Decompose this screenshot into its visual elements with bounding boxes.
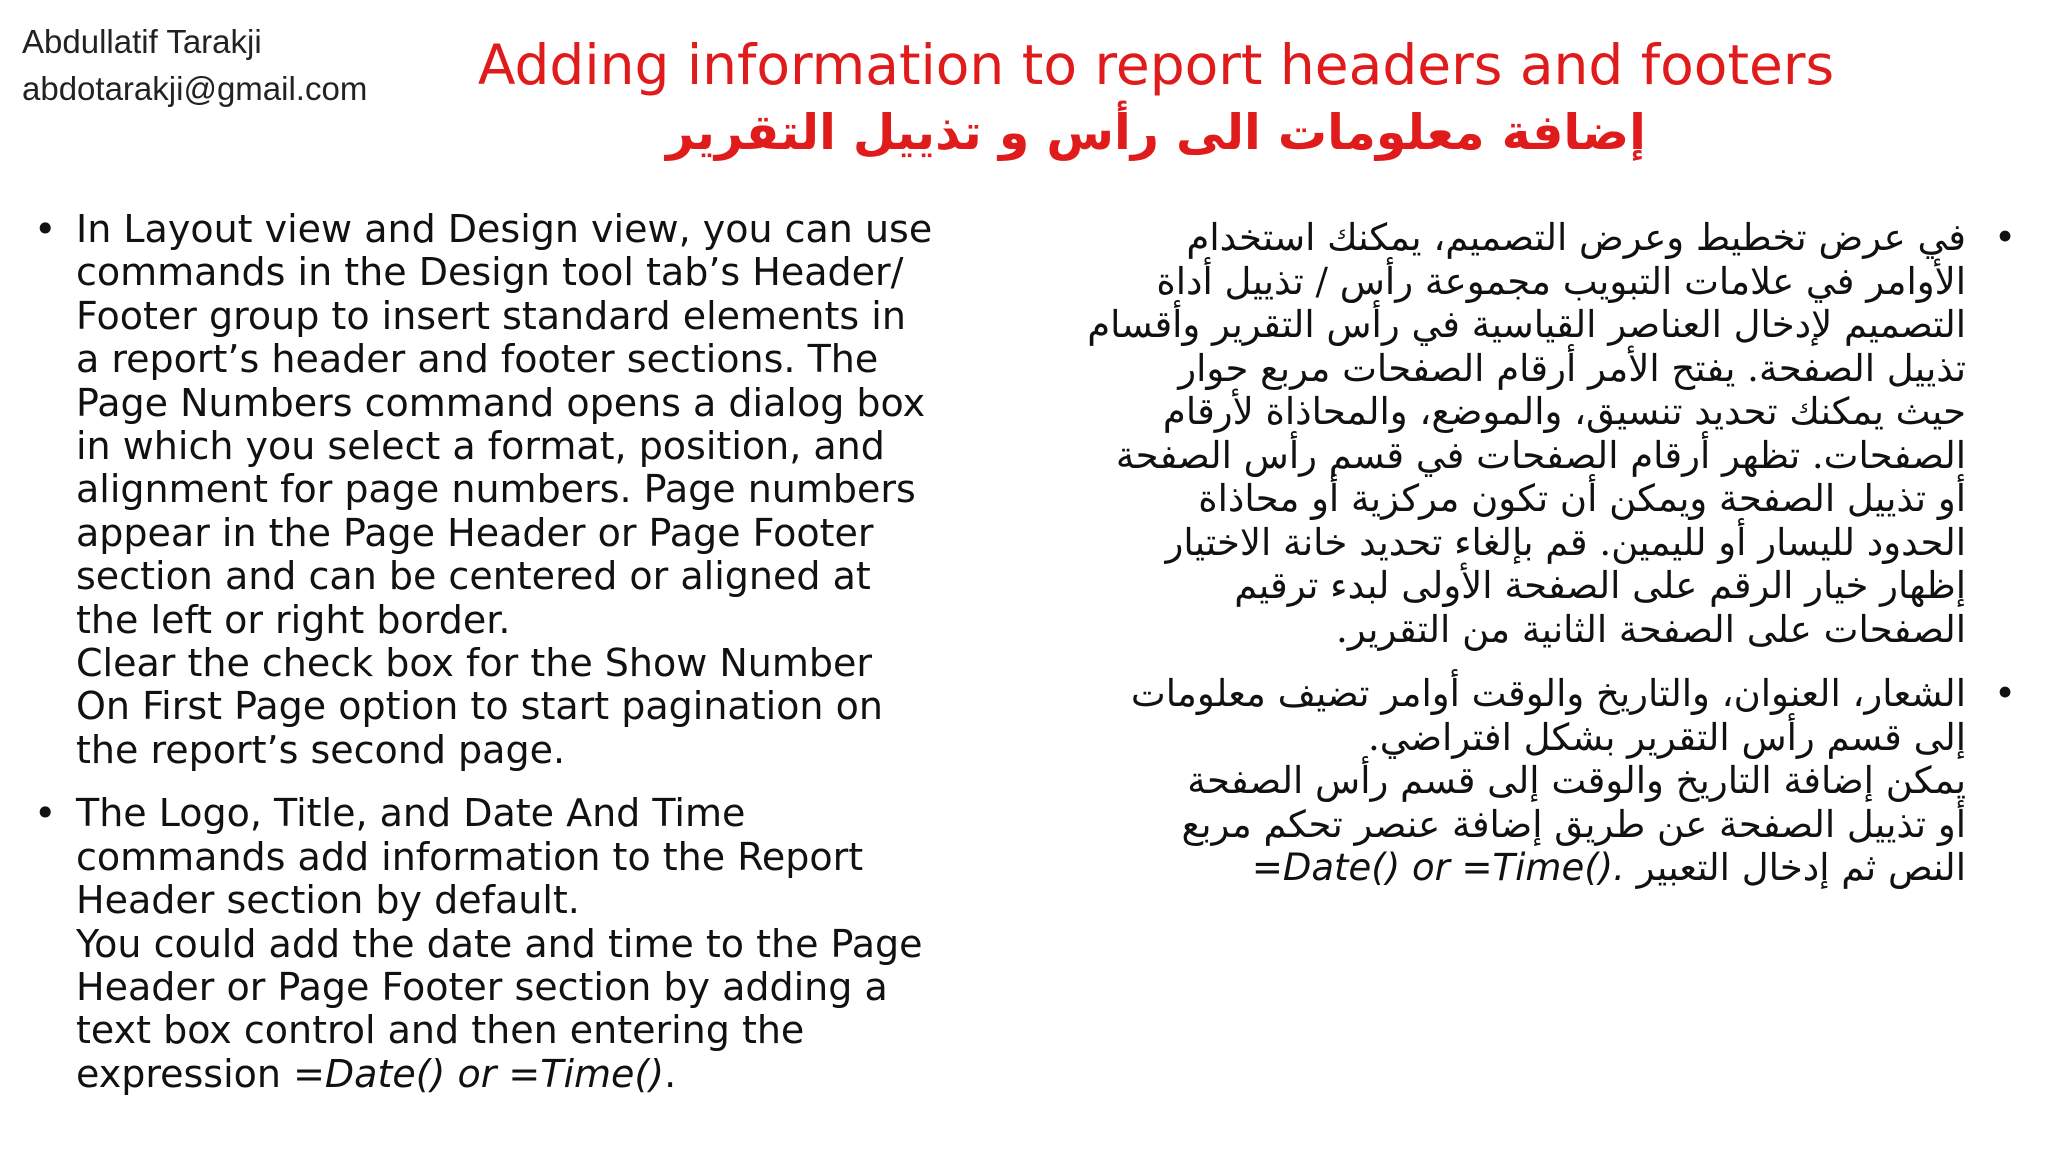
english-column — [30, 208, 1020, 1096]
text-line: يمكن إضافة التاريخ والوقت إلى قسم رأس الصفحة — [1187, 759, 1966, 802]
arabic-column — [1030, 216, 2026, 890]
text-line: Header section by default. — [76, 878, 580, 923]
expression-prefix: expression — [76, 1051, 294, 1096]
text-line: إظهار خيار الرقم على الصفحة الأولى لبدء ترقيم — [1234, 564, 1966, 607]
author-email: abdotarakji@gmail.com — [22, 70, 368, 107]
date-time-expression: =Date() or =Time(). — [1251, 846, 1625, 889]
slide-title-arabic: إضافة معلومات الى رأس و تذييل التقرير — [666, 104, 1646, 161]
english-bullet-item — [30, 208, 1020, 772]
text-line: a report’s header and footer sections. The — [76, 337, 879, 382]
arabic-bullet-item — [1030, 216, 2026, 651]
text-line: الشعار، العنوان، والتاريخ والوقت أوامر تضيف معلومات — [1130, 672, 1966, 715]
text-line: the left or right border. — [76, 597, 511, 642]
bullet-icon: • — [34, 207, 57, 251]
text-line: أو تذييل الصفحة عن طريق إضافة عنصر تحكم مربع — [1181, 802, 1966, 846]
text-line: الحدود لليسار أو لليمين. قم بإلغاء تحديد خانة الاختيار — [1165, 520, 1966, 564]
text-line: الأوامر في علامات التبويب مجموعة رأس / تذييل أداة — [1156, 259, 1966, 303]
author-block — [22, 18, 367, 112]
text-line-with-expression — [1030, 846, 1966, 890]
text-line: Header or Page Footer section by adding a — [76, 964, 888, 1009]
slide-title-english: Adding information to report headers and footers — [477, 33, 1835, 97]
expression-prefix: النص ثم إدخال التعبير — [1624, 846, 1966, 889]
text-line: commands in the Design tool tab’s Header/ — [76, 250, 904, 295]
text-line: Page Numbers command opens a dialog box — [76, 380, 926, 425]
text-line: the report’s second page. — [76, 727, 566, 772]
text-line: In Layout view and Design view, you can use — [76, 207, 933, 251]
expression-suffix: . — [664, 1051, 677, 1096]
text-line: text box control and then entering the — [76, 1008, 805, 1053]
text-line: commands add information to the Report — [76, 834, 864, 879]
english-bullet-text — [76, 792, 1020, 1096]
text-line: الصفحات على الصفحة الثانية من التقرير. — [1336, 607, 1966, 651]
text-line: Footer group to insert standard elements in — [76, 293, 906, 338]
english-bullet-text — [76, 208, 1020, 772]
text-line: You could add the date and time to the Page — [76, 921, 923, 966]
text-line: التصميم لإدخال العناصر القياسية في رأس التقرير وأقسام — [1087, 303, 1966, 346]
text-line: The Logo, Title, and Date And Time — [76, 791, 746, 836]
text-line: Clear the check box for the Show Number — [76, 641, 873, 686]
text-line: في عرض تخطيط وعرض التصميم، يمكنك استخدام — [1186, 216, 1966, 259]
text-line: appear in the Page Header or Page Footer — [76, 510, 874, 555]
text-line: On First Page option to start pagination on — [76, 684, 883, 729]
arabic-bullet-item — [1030, 672, 2026, 890]
text-line: تذييل الصفحة. يفتح الأمر أرقام الصفحات مربع حوار — [1178, 346, 1966, 390]
text-line: in which you select a format, position, and — [76, 424, 885, 469]
text-line: section and can be centered or aligned at — [76, 554, 871, 599]
text-line: إلى قسم رأس التقرير بشكل افتراضي. — [1368, 715, 1966, 759]
text-line: حيث يمكنك تحديد تنسيق، والموضع، والمحاذاة لأرقام — [1162, 390, 1966, 433]
text-line-with-expression — [76, 1053, 1020, 1096]
text-line: alignment for page numbers. Page numbers — [76, 467, 916, 512]
bullet-icon: • — [1994, 672, 2016, 715]
text-line: أو تذييل الصفحة ويمكن أن تكون مركزية أو محاذاة — [1198, 477, 1966, 520]
date-time-expression: =Date() or =Time() — [293, 1051, 665, 1096]
text-line: الصفحات. تظهر أرقام الصفحات في قسم رأس الصفحة — [1115, 433, 1966, 477]
bullet-icon: • — [34, 791, 57, 836]
author-name: Abdullatif Tarakji — [22, 23, 262, 60]
english-bullet-item — [30, 792, 1020, 1096]
bullet-icon: • — [1994, 216, 2016, 259]
